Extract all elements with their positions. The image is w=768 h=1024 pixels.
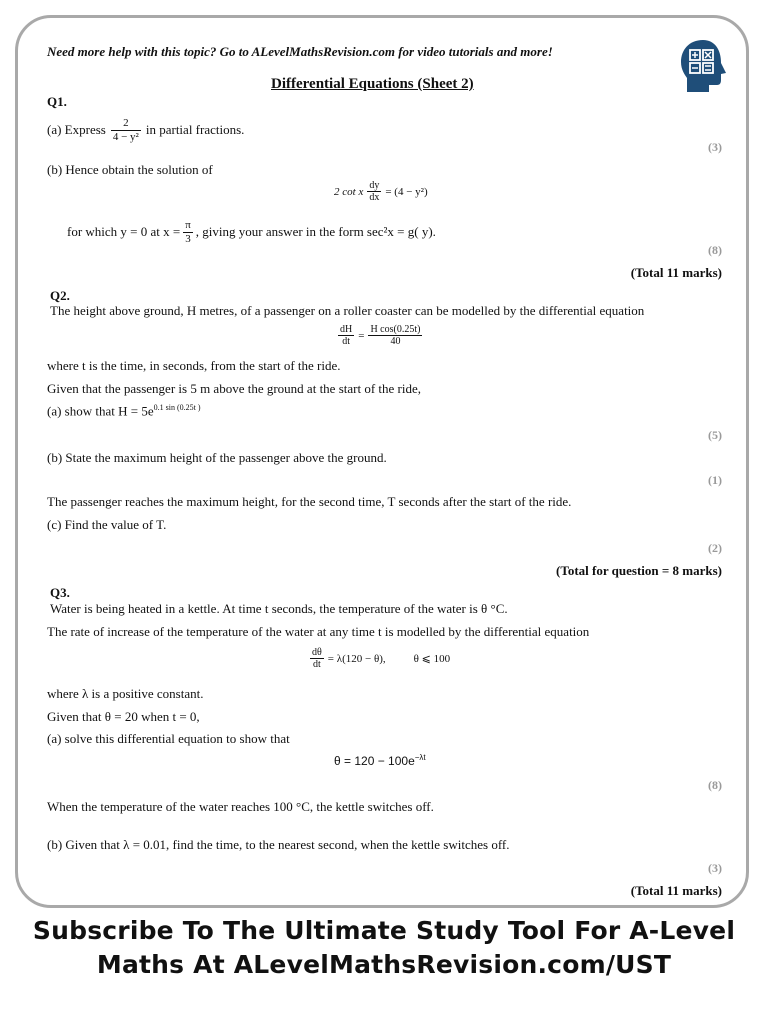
help-banner: Need more help with this topic? Go to ALevelMathsRevision.com for video tutorials and more! (47, 44, 553, 59)
q1-a-marks: (3) (708, 140, 722, 154)
q1-total: (Total 11 marks) (630, 265, 722, 280)
q1-eq-lhs: 2 cot x (334, 185, 364, 198)
q2-equation (338, 324, 422, 347)
q1-a-fraction (111, 117, 141, 142)
q3-a-equation (334, 753, 426, 768)
q3-label: Q3. (50, 585, 70, 600)
q3-part-b: (b) Given that λ = 0.01, find the time, to the nearest second, when the kettle switches off. (47, 837, 510, 852)
q3-eq-fraction (310, 647, 324, 670)
q1-eq-den: dx (369, 192, 380, 203)
q2-part-c: (c) Find the value of T. (47, 517, 167, 532)
q2-eq-rhs-den: 40 (390, 336, 401, 347)
q2-eq-rhs-num: H cos(0.25t) (370, 324, 421, 335)
q1-eq-num: dy (369, 180, 380, 191)
q1-a-frac-den: 4 − y² (112, 130, 139, 143)
q1-cond-prefix: for which y = 0 at x = (67, 224, 181, 239)
q3-a-eq-exponent: −λt (414, 753, 426, 762)
q1-part-b: (b) Hence obtain the solution of (47, 162, 213, 177)
q1-a-prefix: (a) Express (47, 122, 106, 137)
q2-a-exponent: 0.1 sin (0.25t ) (153, 403, 201, 412)
q2-part-b: (b) State the maximum height of the passenger above the ground. (47, 450, 387, 465)
q3-where: where λ is a positive constant. (47, 686, 204, 701)
q1-cond-fraction (183, 219, 193, 244)
q2-eq-lhs-den: dt (342, 336, 350, 347)
q2-part-a (47, 403, 201, 419)
q1-cond-num: π (185, 219, 191, 232)
q3-eq-condition: θ ⩽ 100 (413, 653, 451, 665)
q2-eq-lhs-num: dH (340, 324, 353, 335)
head-calculator-icon (677, 38, 729, 94)
q1-b-marks: (8) (708, 243, 722, 257)
q3-a-eq-base: θ = 120 − 100e (334, 754, 415, 768)
q2-label: Q2. (50, 288, 70, 303)
q2-c-marks: (2) (708, 541, 722, 555)
q2-a-text: (a) show that H = 5e (47, 403, 154, 419)
q2-total: (Total for question = 8 marks) (556, 563, 722, 578)
q1-a-suffix: in partial fractions. (145, 122, 245, 137)
q3-intro: Water is being heated in a kettle. At time t seconds, the temperature of the water is θ °C. (50, 601, 508, 616)
footer-line-1: Subscribe To The Ultimate Study Tool For A-Level (32, 916, 736, 945)
q1-cond-den: 3 (185, 232, 191, 245)
q1-cond-suffix: , giving your answer in the form sec²x = g( y). (195, 224, 436, 239)
q3-equation (310, 647, 450, 670)
q2-eq-equals: = (358, 329, 365, 342)
q3-eq-den: dt (313, 659, 321, 670)
q1-part-a (47, 105, 244, 155)
q3-eq-rhs: = λ(120 − θ), (327, 652, 386, 665)
q1-condition (67, 212, 436, 252)
q3-given: Given that θ = 20 when t = 0, (47, 709, 200, 724)
q2-reach: The passenger reaches the maximum height, for the second time, T seconds after the start of the ride. (47, 494, 572, 509)
q3-b-marks: (3) (708, 861, 722, 875)
q2-where: where t is the time, in seconds, from the start of the ride. (47, 358, 341, 373)
q1-label: Q1. (47, 94, 67, 109)
q2-eq-lhs (338, 324, 354, 347)
q2-a-marks: (5) (708, 428, 722, 442)
footer-line-2: Maths At ALevelMathsRevision.com/UST (96, 950, 672, 979)
q1-eq-fraction (367, 180, 381, 203)
q2-intro: The height above ground, H metres, of a passenger on a roller coaster can be modelled by the differential equation (50, 303, 645, 318)
q2-given: Given that the passenger is 5 m above the ground at the start of the ride, (47, 381, 422, 396)
q3-total: (Total 11 marks) (630, 883, 722, 898)
q3-part-a: (a) solve this differential equation to show that (47, 731, 290, 746)
q2-eq-rhs (368, 324, 422, 347)
q3-rate: The rate of increase of the temperature of the water at any time t is modelled by the differential equation (47, 624, 590, 639)
q2-b-marks: (1) (708, 473, 722, 487)
q1-eq-rhs: = (4 − y²) (385, 185, 428, 198)
q3-eq-num: dθ (312, 647, 322, 658)
sheet-title: Differential Equations (Sheet 2) (271, 76, 474, 92)
q3-a-marks: (8) (708, 778, 722, 792)
q1-equation (334, 180, 428, 203)
q1-a-frac-num: 2 (111, 117, 141, 130)
q3-switch: When the temperature of the water reaches 100 °C, the kettle switches off. (47, 799, 434, 814)
